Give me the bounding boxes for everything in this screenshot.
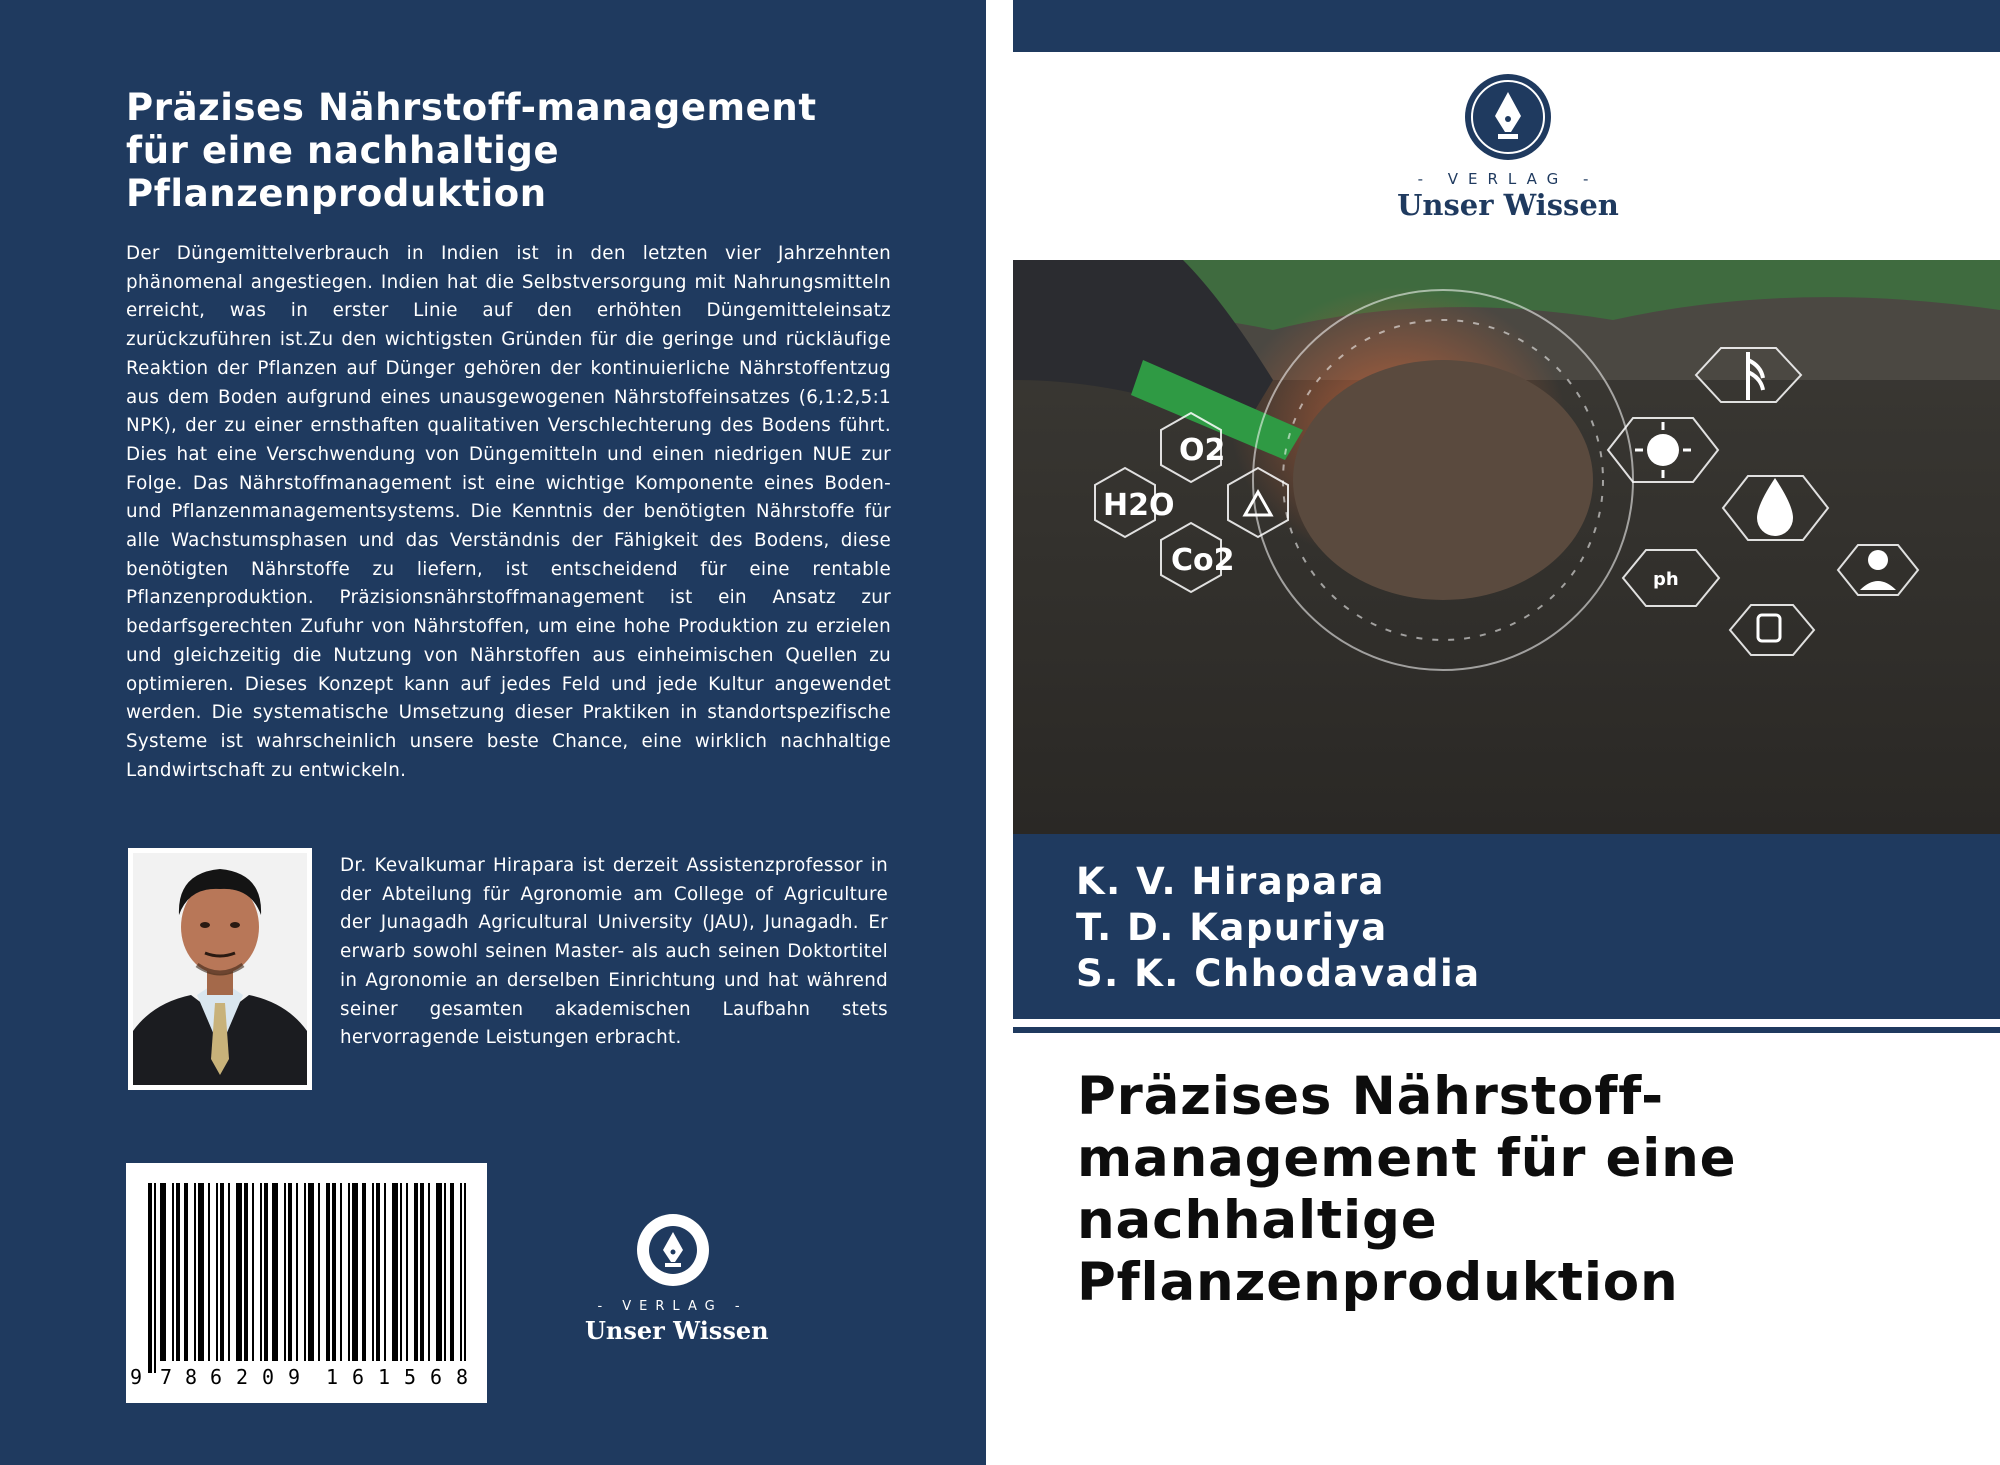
barcode-bar	[304, 1183, 306, 1361]
isbn-number	[130, 1365, 482, 1393]
front-title-line: Pflanzenproduktion	[1077, 1252, 1679, 1313]
publisher-name: Unser Wissen	[585, 1316, 769, 1345]
barcode-bar	[332, 1183, 336, 1361]
barcode-bar	[464, 1183, 466, 1361]
barcode-bar	[318, 1183, 320, 1361]
pen-nib-seal-icon	[635, 1212, 711, 1288]
barcode-bar	[450, 1183, 454, 1361]
barcode-bar	[348, 1183, 350, 1361]
back-cover-title	[126, 86, 886, 215]
back-title-line: Präzises Nährstoff-management	[126, 86, 817, 129]
barcode-bar	[420, 1183, 424, 1361]
barcode-bar	[372, 1183, 374, 1361]
barcode-bar	[160, 1183, 166, 1361]
author-name: T. D. Kapuriya	[1076, 906, 1388, 949]
back-title-line: für eine nachhaltige	[126, 129, 560, 172]
isbn-digit: 0	[262, 1365, 275, 1389]
barcode-bar	[184, 1183, 188, 1361]
barcode-bar	[428, 1183, 430, 1361]
barcode-bar	[220, 1183, 224, 1361]
isbn-digit: 1	[326, 1365, 339, 1389]
isbn-digit: 2	[236, 1365, 249, 1389]
author-photo-frame	[128, 848, 312, 1090]
barcode-bar	[154, 1183, 156, 1373]
front-title-line: Präzises Nährstoff-	[1077, 1066, 1664, 1127]
barcode-bar	[260, 1183, 262, 1361]
barcode-bar	[208, 1183, 210, 1361]
author-photo	[133, 853, 307, 1085]
barcode-bar	[198, 1183, 204, 1361]
barcode-bar	[272, 1183, 278, 1361]
barcode-bar	[252, 1183, 254, 1361]
isbn-digit: 9	[288, 1365, 301, 1389]
isbn-digit: 9	[130, 1365, 143, 1389]
barcode-bar	[340, 1183, 342, 1361]
back-title-line: Pflanzenproduktion	[126, 172, 547, 215]
front-cover-title	[1077, 1066, 1977, 1314]
barcode-bar	[414, 1183, 418, 1361]
back-cover-blurb: Der Düngemittelverbrauch in Indien ist in den letzten vier Jahrzehnten phänomenal angestiegen. Indien hat die Selbstversorgung mit Nahrungsmitteln erreicht, was in erster Linie auf den erhöhten Düngemitteleinsatz zurückzuführen ist.Zu den wichtigsten Gründen für die geringe und rückläufige Reaktion der Pflanzen auf Dünger gehören der kontinuierliche Nährstoffentzug aus dem Boden aufgrund eines unausgewogenen Nährstoffeinsatzes (6,1:2,5:1 NPK), der zu einer ernsthaften qualitativen Verschlechterung des Bodens führt. Dies hat eine Verschwendung von Düngemitteln und einen niedrigen NUE zur Folge. Das Nährstoffmanagement ist eine wichtige Komponente eines Boden- und Pflanzenmanagementsystems. Die Kenntnis der benötigten Nährstoffe für alle Wachstumsphasen und das Verständnis der Fähigkeit des Bodens, diese benötigten Nährstoffe zu liefern, ist entscheidend für eine rentable Pflanzenproduktion. Präzisionsnährstoffmanagement ist ein Ansatz zur bedarfsgerechten Zufuhr von Nährstoffen, um eine hohe Produktion zu erzielen und gleichzeitig die Nutzung von Nährstoffen aus einheimischen Quellen zu optimieren. Dieses Konzept kann auf jedes Feld und jede Kultur angewendet werden. Die systematische Umsetzung dieser Praktiken in standortspezifische Systeme ist wahrscheinlich unsere beste Chance, eine wirklich nachhaltige Landwirtschaft zu entwickeln.	[126, 243, 891, 781]
isbn-digit: 6	[352, 1365, 365, 1389]
barcode-bar	[444, 1183, 446, 1361]
publisher-name: Unser Wissen	[1397, 188, 1619, 222]
barcode-bar	[284, 1183, 286, 1361]
barcode-bar	[228, 1183, 230, 1361]
publisher-logo-back	[585, 1212, 769, 1347]
front-cover	[1013, 0, 2000, 1465]
front-title-line: nachhaltige	[1077, 1190, 1438, 1251]
isbn-digit: 6	[430, 1365, 443, 1389]
sun-icon	[1647, 434, 1679, 466]
barcode-bar	[236, 1183, 242, 1361]
cover-gap	[986, 0, 1013, 1465]
barcode-bar	[362, 1183, 366, 1361]
front-title-line: management für eine	[1077, 1128, 1737, 1189]
co2-label: Co2	[1171, 543, 1235, 578]
isbn-digit: 5	[404, 1365, 417, 1389]
barcode-bar	[148, 1183, 152, 1373]
authors-band	[1013, 834, 2000, 1019]
isbn-digit: 1	[378, 1365, 391, 1389]
barcode-bar	[176, 1183, 180, 1361]
back-cover	[0, 0, 986, 1465]
barcode-bar	[308, 1183, 314, 1361]
barcode-bar	[352, 1183, 358, 1361]
isbn-digit: 8	[456, 1365, 469, 1389]
barcode-bar	[376, 1183, 380, 1361]
barcode-bar	[392, 1183, 398, 1361]
publisher-tagline: - VERLAG -	[1417, 170, 1599, 188]
author-name: K. V. Hirapara	[1076, 860, 1385, 903]
barcode-bar	[288, 1183, 292, 1361]
author-name: S. K. Chhodavadia	[1076, 952, 1481, 995]
h2o-label: H2O	[1103, 488, 1175, 523]
cover-soil-image	[1013, 260, 2000, 834]
barcode-bar	[436, 1183, 442, 1361]
barcode-bar	[326, 1183, 330, 1361]
barcode-bar	[264, 1183, 268, 1361]
barcode-bar	[296, 1183, 298, 1361]
ph-label: ph	[1653, 569, 1679, 590]
barcode-bar	[400, 1183, 402, 1361]
publisher-tagline: - VERLAG -	[597, 1299, 748, 1314]
top-color-bar	[1013, 0, 2000, 52]
divider-rule	[1013, 1027, 2000, 1033]
barcode-bar	[460, 1183, 462, 1361]
o2-label: O2	[1179, 433, 1226, 468]
isbn-digit: 7	[160, 1365, 173, 1389]
publisher-logo-front	[1368, 72, 1648, 222]
isbn-barcode	[126, 1163, 487, 1403]
farmer-icon	[1868, 550, 1888, 570]
isbn-digit: 8	[185, 1365, 198, 1389]
barcode-bar	[194, 1183, 196, 1361]
barcode-bar	[244, 1183, 248, 1361]
pen-nib-icon	[1463, 72, 1553, 162]
isbn-digit: 6	[210, 1365, 223, 1389]
barcode-bar	[384, 1183, 386, 1361]
barcode-bar	[216, 1183, 218, 1361]
barcode-bar	[406, 1183, 408, 1361]
barcode-bar	[172, 1183, 174, 1361]
author-bio: Dr. Kevalkumar Hirapara ist derzeit Assistenzprofessor in der Abteilung für Agronomie am College of Agriculture der Junagadh Agricultural University (JAU), Junagadh. Er erwarb sowohl seinen Master- als auch seinen Doktortitel in Agronomie an derselben Einrichtung und hat während seiner gesamten akademischen Laufbahn stets hervorragende Leistungen erbracht.	[340, 855, 888, 1049]
